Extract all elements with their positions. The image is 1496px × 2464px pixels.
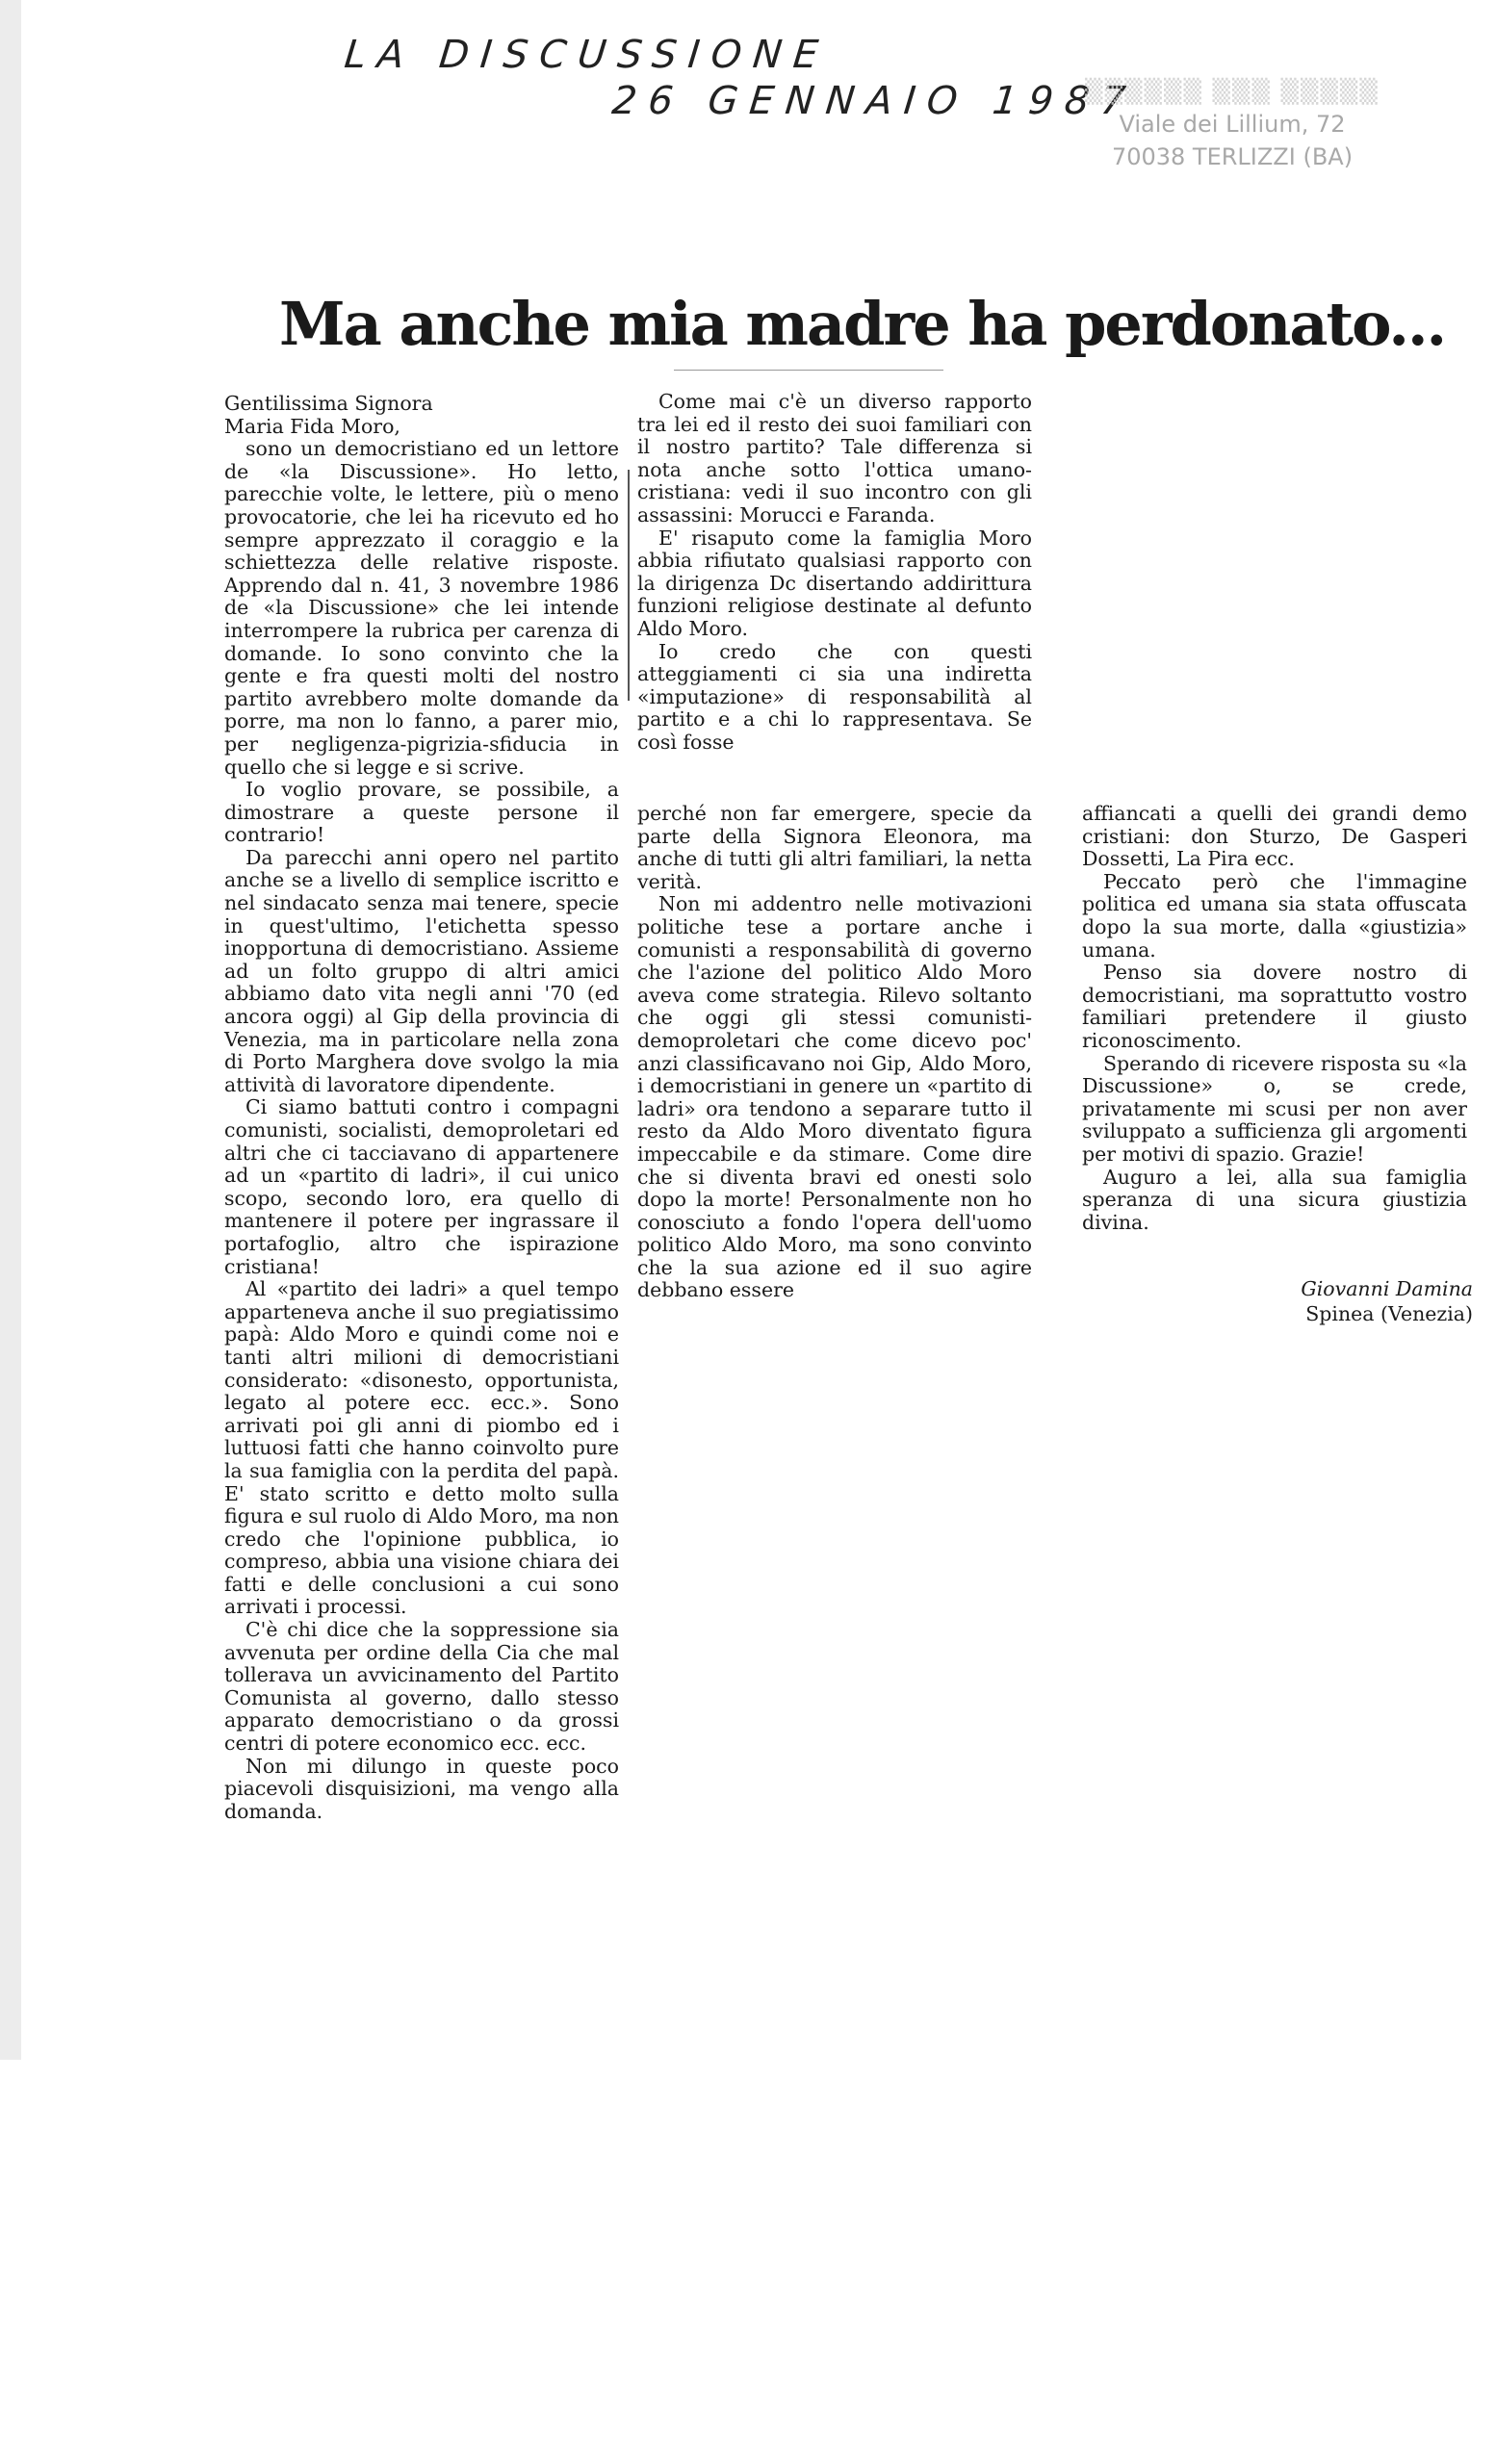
letter-signature [1155, 1276, 1473, 1326]
paragraph: C'è chi dice che la soppressione sia avvenuta per ordine della Cia che mal tollerava un avvicinamento del Partito Comunista al governo, dallo stesso apparato democristiano o da grossi centri di potere economico ecc. ecc. [224, 1618, 619, 1756]
archive-stamp [1059, 75, 1406, 173]
paragraph: Ci siamo battuti contro i compagni comunisti, socialisti, demoproletari ed altri che ci tacciavano di appartenere ad un «partito di ladri», il cui unico scopo, secondo loro, era quello di mantenere il potere per ingrassare il portafoglio, altro che ispirazione cristiana! [224, 1095, 619, 1278]
addressee: Maria Fida Moro, [224, 414, 400, 438]
paragraph: Come mai c'è un diverso rapporto tra lei ed il resto dei suoi familiari con il nostro partito? Tale differenza si nota anche sotto l'ottica umano-cristiana: vedi il suo incontro con gli assassini: Morucci e Faranda. [637, 390, 1032, 526]
paragraph: Sperando di ricevere risposta su «la Discussione» o, se crede, privatamente mi scusi per non aver sviluppato a sufficienza gli argomenti per motivi di spazio. Grazie! [1082, 1051, 1467, 1166]
article-column-2-top [637, 391, 1032, 755]
article-column-3 [1082, 803, 1467, 1234]
handwritten-date: 26 GENNAIO 1987 [609, 79, 1140, 123]
paragraph: sono un democristiano ed un lettore de «la Discussione». Ho letto, parecchie volte, le lettere, più o meno provocatorie, che lei ha ricevuto ed ho sempre apprezzato il coraggio e la schiettezza delle relative risposte. Apprendo dal n. 41, 3 novembre 1986 de «la Discussione» che lei intende interrompere la rubrica per carenza di domande. Io sono convinto che la gente e fra questi molti del nostro partito avrebbero molte domande da porre, ma non lo fanno, a parer mio, per negligenza-pigrizia-sfiducia in quello che si legge e si scrive. [224, 437, 619, 779]
author-place: Spinea (Venezia) [1305, 1302, 1473, 1325]
paragraph: Non mi addentro nelle motivazioni politiche tese a portare anche i comunisti a responsabilità di governo che l'azione del politico Aldo Moro aveva come strategia. Rilevo soltanto che oggi gli stessi comunisti-demoproletari che come dicevo poc' anzi classificavano noi Gip, Aldo Moro, i democristiani in genere un «partito di ladri» ora tendono a separare tutto il resto da Aldo Moro diventato figura impeccabile e da stimare. Come dire che si diventa bravi ed onesti solo dopo la morte! Personalmente non ho conosciuto a fondo l'opera dell'uomo politico Aldo Moro, ma sono convinto che la sua azione ed il suo agire debbano essere [637, 892, 1032, 1302]
paragraph: Io credo che con questi atteggiamenti ci sia una indiretta «imputazione» di responsabilità al partito e a chi lo rappresentava. Se così fosse [637, 639, 1032, 754]
paragraph: Auguro a lei, alla sua famiglia speranza di una sicura giustizia divina. [1082, 1165, 1467, 1234]
paragraph: Non mi dilungo in queste poco piacevoli disquisizioni, ma vengo alla domanda. [224, 1754, 619, 1823]
salutation: Gentilissima Signora [224, 392, 433, 415]
stamp-faded-header: ▒▒▒▒▒▒ ▒▒▒ ▒▒▒▒▒ [1085, 78, 1380, 105]
paragraph: E' risaputo come la famiglia Moro abbia rifiutato qualsiasi rapporto con la dirigenza Dc disertando addirittura funzioni religiose destinate al defunto Aldo Moro. [637, 526, 1032, 640]
handwritten-source: LA DISCUSSIONE [342, 33, 832, 77]
article-column-1 [224, 393, 619, 1823]
column-top-rule [674, 370, 943, 371]
paragraph: Penso sia dovere nostro di democristiani, ma soprattutto vostro familiari pretendere il giusto riconoscimento. [1082, 961, 1467, 1052]
article-headline: Ma anche mia madre ha perdonato... [279, 289, 1446, 359]
paragraph: Peccato però che l'immagine politica ed umana sia stata offuscata dopo la sua morte, dalla «giustizia» umana. [1082, 869, 1467, 962]
paragraph: Al «partito dei ladri» a quel tempo apparteneva anche il suo pregiatissimo papà: Aldo Moro e quindi come noi e tanti altri milioni di democristiani considerato: «disonesto, opportunista, legato al potere ecc. ecc.». Sono arrivati poi gli anni di piombo ed i luttuosi fatti che hanno coinvolto pure la sua famiglia con la perdita del papà. E' stato scritto e detto molto sulla figura e sul ruolo di Aldo Moro, ma non credo che l'opinione pubblica, io compreso, abbia una visione chiara dei fatti e delle conclusioni a cui sono arrivati i processi. [224, 1277, 619, 1619]
column-margin-line [628, 470, 630, 701]
paragraph: affiancati a quelli dei grandi demo cristiani: don Sturzo, De Gasperi Dossetti, La Pira ecc. [1082, 803, 1467, 871]
paragraph: perché non far emergere, specie da parte della Signora Eleonora, ma anche di tutti gli altri familiari, la netta verità. [637, 802, 1032, 893]
paragraph: Io voglio provare, se possibile, a dimostrare a queste persone il contrario! [224, 778, 619, 847]
stamp-city: 70038 TERLIZZI (BA) [1111, 143, 1354, 170]
scan-edge [0, 0, 21, 2060]
author-name: Giovanni Damina [1301, 1277, 1473, 1300]
article-column-2-bottom [637, 803, 1032, 1302]
stamp-address: Viale dei Lillium, 72 [1119, 111, 1346, 138]
paragraph: Da parecchi anni opero nel partito anche se a livello di semplice iscritto e nel sindacato senza mai tenere, specie in quest'ultimo, l'etichetta spesso inopportuna di democristiano. Assieme ad un folto gruppo di altri amici abbiamo dato vita negli anni '70 (ed ancora oggi) al Gip della provincia di Venezia, ma in particolare nella zona di Porto Marghera dove svolgo la mia attività di lavoratore dipendente. [224, 845, 619, 1096]
